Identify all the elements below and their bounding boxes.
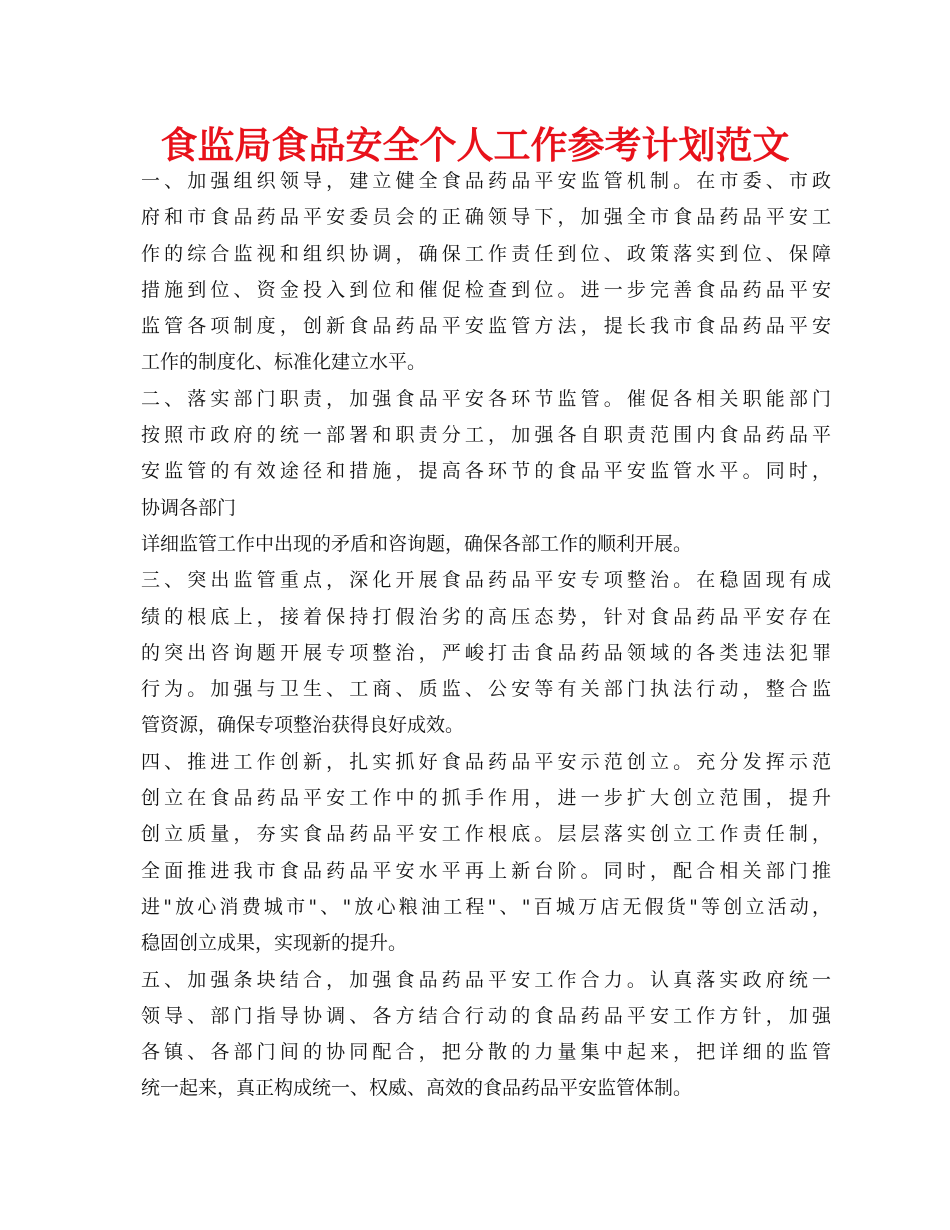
body-line: 绩的根底上，接着保持打假治劣的高压态势，针对食品药品平安存在 bbox=[141, 605, 831, 628]
body-line: 监管各项制度，创新食品药品平安监管方法，提长我市食品药品平安 bbox=[141, 315, 831, 338]
body-line: 二、落实部门职责，加强食品平安各环节监管。催促各相关职能部门 bbox=[141, 387, 831, 410]
body-line: 作的综合监视和组织协调，确保工作责任到位、政策落实到位、保障 bbox=[141, 242, 831, 265]
body-line: 三、突出监管重点，深化开展食品药品平安专项整治。在稳固现有成 bbox=[141, 569, 831, 592]
body-line: 领导、部门指导协调、各方结合行动的食品药品平安工作方针，加强 bbox=[141, 1004, 831, 1027]
body-line: 五、加强条块结合，加强食品药品平安工作合力。认真落实政府统一 bbox=[141, 968, 831, 991]
document-body bbox=[141, 163, 831, 1107]
body-line: 管资源，确保专项整治获得良好成效。 bbox=[141, 714, 465, 737]
body-line: 进"放心消费城市"、"放心粮油工程"、"百城万店无假货"等创立活动， bbox=[141, 895, 831, 918]
body-line: 稳固创立成果，实现新的提升。 bbox=[141, 932, 408, 955]
body-line: 四、推进工作创新，扎实抓好食品药品平安示范创立。充分发挥示范 bbox=[141, 750, 831, 773]
body-line: 行为。加强与卫生、工商、质监、公安等有关部门执法行动，整合监 bbox=[141, 678, 831, 701]
body-line: 各镇、各部门间的协同配合，把分散的力量集中起来，把详细的监管 bbox=[141, 1041, 831, 1064]
body-line: 协调各部门 bbox=[141, 496, 237, 519]
body-line: 工作的制度化、标准化建立水平。 bbox=[141, 351, 427, 374]
body-line: 创立质量，夯实食品药品平安工作根底。层层落实创立工作责任制， bbox=[141, 823, 831, 846]
body-line: 统一起来，真正构成统一、权威、高效的食品药品平安监管体制。 bbox=[141, 1077, 693, 1100]
body-line: 措施到位、资金投入到位和催促检查到位。进一步完善食品药品平安 bbox=[141, 278, 831, 301]
body-line: 的突出咨询题开展专项整治，严峻打击食品药品领域的各类违法犯罪 bbox=[141, 641, 831, 664]
body-line: 府和市食品药品平安委员会的正确领导下，加强全市食品药品平安工 bbox=[141, 206, 831, 229]
body-line: 详细监管工作中出现的矛盾和咨询题，确保各部工作的顺利开展。 bbox=[141, 532, 693, 555]
body-line: 安监管的有效途径和措施，提高各环节的食品平安监管水平。同时， bbox=[141, 460, 831, 483]
body-line: 全面推进我市食品药品平安水平再上新台阶。同时，配合相关部门推 bbox=[141, 859, 831, 882]
body-line: 一、加强组织领导，建立健全食品药品平安监管机制。在市委、市政 bbox=[141, 170, 831, 192]
body-line: 按照市政府的统一部署和职责分工，加强各自职责范围内食品药品平 bbox=[141, 424, 831, 447]
document-title: 食监局食品安全个人工作参考计划范文 bbox=[160, 124, 790, 167]
body-line: 创立在食品药品平安工作中的抓手作用，进一步扩大创立范围，提升 bbox=[141, 787, 831, 810]
